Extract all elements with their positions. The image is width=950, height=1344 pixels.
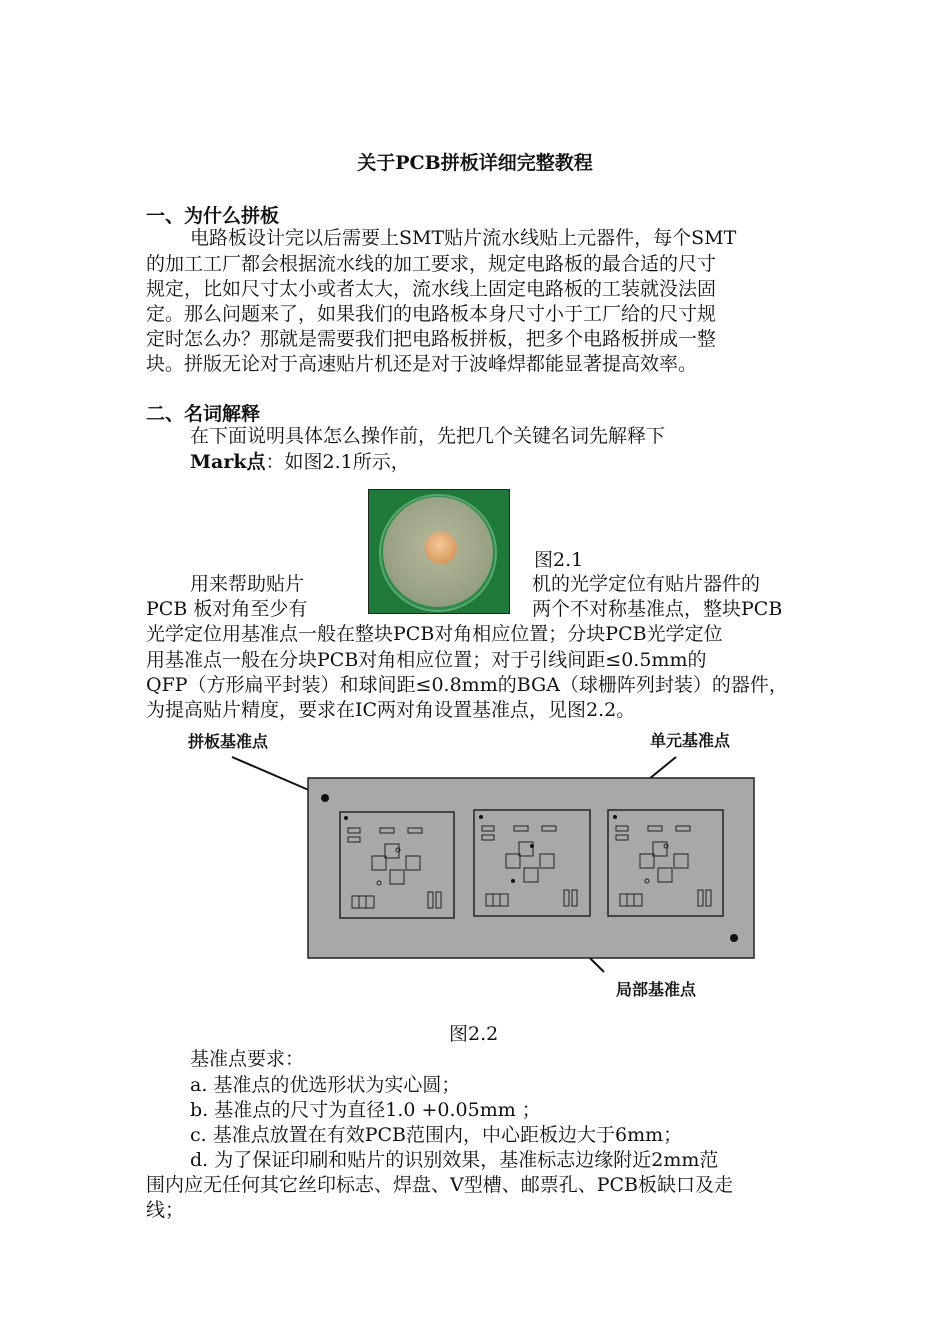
paragraph-line: 光学定位用基准点一般在整块PCB对角相应位置；分块PCB光学定位 bbox=[146, 623, 723, 645]
panel-fiducial-bottom-right bbox=[730, 934, 738, 942]
leader-line-panel bbox=[232, 757, 318, 794]
paragraph-line: QFP（方形扁平封装）和球间距≤0.8mm的BGA（球栅阵列封装）的器件， bbox=[146, 674, 788, 696]
figure-caption: 图2.1 bbox=[534, 549, 584, 571]
paragraph-line: 块。拼版无论对于高速贴片机还是对于波峰焊都能显著提高效率。 bbox=[146, 353, 698, 375]
paragraph-line: 机的光学定位有贴片器件的 bbox=[532, 573, 761, 595]
paragraph-line: PCB 板对角至少有 bbox=[146, 598, 308, 620]
requirements-heading: 基准点要求： bbox=[190, 1048, 305, 1070]
page-title: 关于PCB拼板详细完整教程 bbox=[357, 152, 593, 174]
figure-caption: 图2.2 bbox=[449, 1023, 499, 1045]
requirement-item-continuation: 围内应无任何其它丝印标志、焊盘、V型槽、邮票孔、PCB板缺口及走 bbox=[146, 1174, 734, 1196]
requirement-item: b. 基准点的尺寸为直径1.0 +0.05mm ； bbox=[190, 1099, 541, 1121]
requirement-item: d. 为了保证印刷和贴片的识别效果，基准标志边缘附近2mm范 bbox=[190, 1149, 719, 1171]
requirement-item: c. 基准点放置在有效PCB范围内，中心距板边大于6mm； bbox=[190, 1124, 683, 1146]
panel-fiducial-top-left bbox=[321, 794, 329, 802]
paragraph-line: 为提高贴片精度，要求在IC两对角设置基准点，见图2.2。 bbox=[146, 699, 636, 721]
paragraph-line: 规定，比如尺寸太小或者太大，流水线上固定电路板的工装就没法固 bbox=[146, 278, 717, 300]
paragraph-line: 用基准点一般在分块PCB对角相应位置；对于引线间距≤0.5mm的 bbox=[146, 649, 707, 671]
label-local-fiducial: 局部基准点 bbox=[616, 980, 697, 999]
mark-term: Mark点 bbox=[190, 451, 266, 473]
requirement-item: a. 基准点的优选形状为实心圆； bbox=[190, 1074, 461, 1096]
paragraph-line: 的加工工厂都会根据流水线的加工要求，规定电路板的最合适的尺寸 bbox=[146, 253, 717, 275]
section-heading-terms: 二、名词解释 bbox=[146, 403, 261, 425]
requirement-item-continuation: 线； bbox=[146, 1199, 185, 1221]
label-unit-fiducial: 单元基准点 bbox=[650, 731, 731, 750]
paragraph-line: 在下面说明具体怎么操作前，先把几个关键名词先解释下 bbox=[190, 425, 666, 447]
paragraph-line: 定。那么问题来了，如果我们的电路板本身尺寸小于工厂给的尺寸规 bbox=[146, 303, 717, 325]
label-panel-fiducial: 拼板基准点 bbox=[188, 732, 269, 751]
section-heading-why-panelize: 一、为什么拼板 bbox=[146, 205, 280, 227]
paragraph-line: 两个不对称基准点，整块PCB bbox=[532, 598, 783, 620]
mark-definition-text: ：如图2.1所示， bbox=[265, 451, 410, 473]
paragraph-line: 定时怎么办？那就是需要我们把电路板拼板，把多个电路板拼成一整 bbox=[146, 328, 717, 350]
paragraph-line: 电路板设计完以后需要上SMT贴片流水线贴上元器件，每个SMT bbox=[190, 227, 737, 249]
paragraph-line: 用来帮助贴片 bbox=[190, 573, 305, 595]
